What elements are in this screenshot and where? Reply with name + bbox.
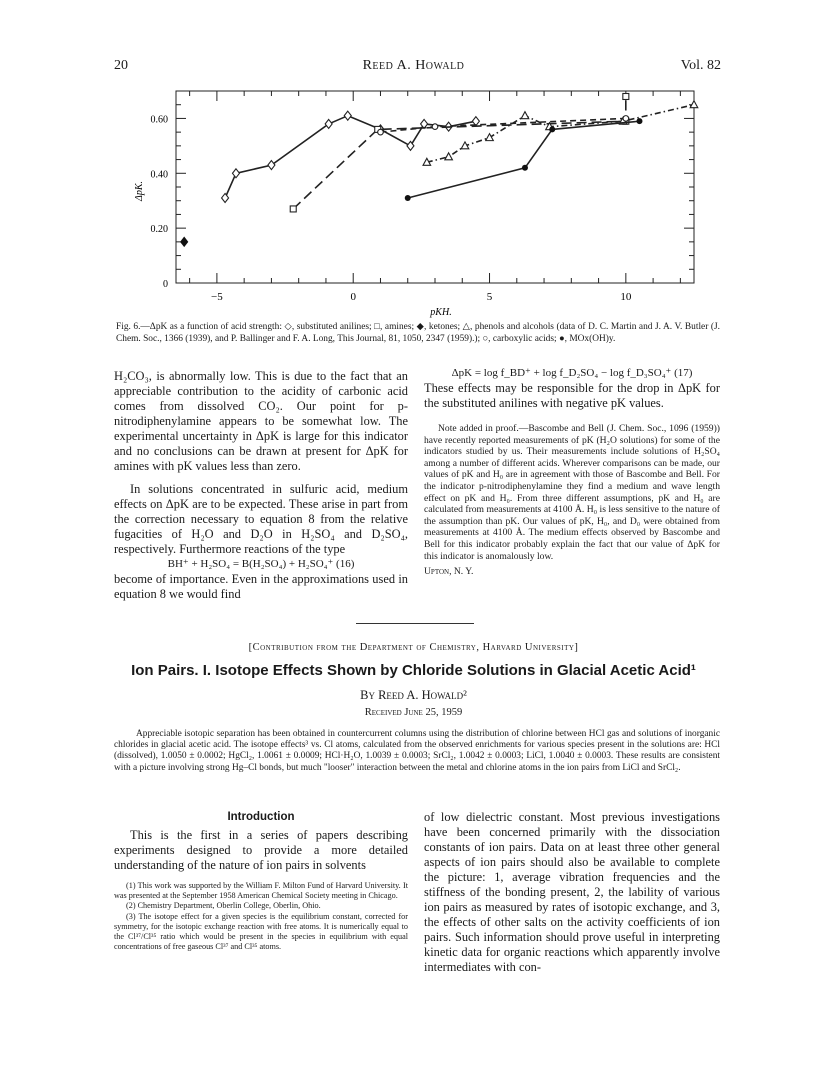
introduction-paragraph-1: This is the first in a series of papers describing experiments designed to provide a more detailed understanding of the nature of ion pairs in solvents	[114, 828, 408, 872]
x-axis-label: pKH.	[430, 307, 452, 318]
equation-16: BH⁺ + H₂SO₄ = B(H₂SO₄) + H₂SO₄⁺ (16)	[167, 558, 355, 570]
received-date: Received June 25, 1959	[364, 707, 463, 718]
mox-oh-y-point	[405, 195, 411, 201]
substituted-anilines-point	[325, 119, 332, 128]
note-added-in-proof: Note added in proof.—Bascombe and Bell (J. Chem. Soc., 1096 (1959)) have recently reported measurements of pK (H₂O solutions) for some of the indicators studied by us. Their measurements include solutions of H₂SO₄ among a number of different acids. Wherever comparisons can be made, our values of pK and H₀ are in agreement with those of Bascombe and Bell. For the indicator p-nitrodiphenylamine they find a medium and wave length effect on pK and H₀. From three different assumptions, pK and H₀ are calculated from measurements at 4100 Å. H₀ is less sensitive to the nature of the assumption than pK. Our values of pK, H₀, and D₀ were obtained from measurements at 4100 Å. The medium effects observed by Bascombe and Bell for this indicator probably explain the fact that our value of ΔpK for this indicator is anomalously low.	[424, 423, 720, 562]
right-paragraph-1: These effects may be responsible for the drop in ΔpK for the substituted anilines with negative pK values.	[424, 381, 720, 410]
y-tick-label: 0.40	[150, 169, 168, 181]
figure-6-chart	[120, 80, 720, 320]
substituted-anilines-point	[268, 161, 275, 170]
section-divider	[356, 623, 474, 624]
substituted-anilines-point	[222, 193, 229, 202]
page-number: 20	[114, 58, 128, 73]
introduction-heading: Introduction	[227, 811, 295, 823]
footnote-3: (3) The isotope effect for a given species is the equilibrium constant, corrected for symmetry, for the isotopic exchange reaction with free atoms. It is numerically equal to the Cl³⁷/Cl³⁵ ratio which would be present in the species in equilibrium with equal concentrations of free gaseous Cl³⁷ and Cl³⁵ atoms.	[114, 911, 408, 952]
substituted-anilines-line	[225, 116, 476, 198]
mox-oh-y-point	[636, 118, 642, 124]
substituted-anilines-point	[232, 169, 239, 178]
left-paragraph-1: H₂CO₃, is abnormally low. This is due to the fact that an appreciable contribution to the acidity of carbonic acid comes from dissolved CO₂. Our point for p-nitrodiphenylamine appears to be somewhat low. The experimental uncertainty in ΔpK is large for this indicator and no conclusions can be drawn at present for ΔpK for amines with pK values less than zero.	[114, 369, 408, 473]
mox-oh-y-point	[522, 165, 528, 171]
mox-oh-y-point	[549, 126, 555, 132]
x-tick-label: 10	[620, 291, 632, 303]
right-column-upper	[424, 366, 720, 578]
x-tick-label: 0	[350, 291, 356, 303]
amines-point	[623, 93, 629, 99]
left-column-lower	[114, 810, 408, 952]
y-tick-label: 0.60	[150, 114, 168, 126]
amines-point	[290, 206, 296, 212]
contribution-line: [Contribution from the Department of Chemistry, Harvard University]	[248, 642, 579, 653]
y-axis-label: ΔpK.	[134, 180, 145, 202]
running-author: Reed A. Howald	[362, 58, 465, 73]
carboxylic-acids-point	[432, 124, 438, 130]
amines-line	[293, 97, 626, 209]
left-column-upper	[114, 369, 408, 602]
abstract: Appreciable isotopic separation has been obtained in countercurrent columns using the distribution of chlorine between HCl gas and solutions of inorganic chlorides in glacial acetic acid. The isotope effects³ vs. Cl atoms, calculated from the observed enrichments for various species present in the solutions are: HCl (dissolved), 1.0050 ± 0.0002; HgCl₂, 1.0061 ± 0.0009; HCl·H₂O, 1.0039 ± 0.0003; SrCl₂, 1.0042 ± 0.0003; LiCl, 1.0040 ± 0.0003. These results are consistent with a picture involving strong Hg–Cl bonds, but much "looser" interaction between the metal and chlorine atoms in the ion pairs from LiCl and SrCl₂.	[114, 729, 720, 773]
footnotes	[114, 881, 408, 952]
place-line: Upton, N. Y.	[424, 566, 474, 578]
ketones-point	[181, 237, 188, 246]
x-tick-label: −5	[211, 291, 223, 303]
y-tick-label: 0.20	[150, 224, 168, 236]
x-tick-label: 5	[486, 291, 493, 303]
introduction-continued: of low dielectric constant. Most previous investigations have been concerned primarily with the dissociation constants of ion pairs. Data on at least three other general aspects of ion pairs should also be available to complete the picture: 1, average vibration frequencies and the stiffness of the bonding present, 2, the lability of various ion pairs as measured by rates of isotopic exchange, and 3, the effects of other salts on the activity coefficients of ion pairs. Such information should prove useful in interpreting kinetic data for organic reactions which apparently involve intermediates with con-	[424, 810, 720, 974]
mox-oh-y-line	[408, 121, 640, 198]
equation-17: ΔpK = log f_BD⁺ + log f_D₂SO₄ − log f_D₃SO₄⁺ (17)	[451, 367, 693, 379]
left-paragraph-2: In solutions concentrated in sulfuric acid, medium effects on ΔpK are to be expected. These arise in part from the correction necessary to equation 8 from the relative fugacities of H₂O and D₂O in H₂SO₄ and D₂SO₄, respectively. Furthermore reactions of the type	[114, 482, 408, 556]
volume-label: Vol. 82	[680, 58, 721, 73]
left-paragraph-3: become of importance. Even in the approximations used in equation 8 we would find	[114, 572, 408, 601]
footnote-1: (1) This work was supported by the William F. Milton Fund of Harvard University. It was presented at the September 1958 American Chemical Society meeting in Chicago.	[114, 881, 408, 901]
article-title: Ion Pairs. I. Isotope Effects Shown by Chloride Solutions in Glacial Acetic Acid¹	[131, 662, 696, 679]
phenols-and-alcohols-point	[521, 112, 529, 119]
byline: By Reed A. Howald²	[360, 688, 467, 702]
y-tick-label: 0	[163, 279, 168, 290]
phenols-and-alcohols-point	[486, 134, 494, 141]
footnote-2: (2) Chemistry Department, Oberlin College, Oberlin, Ohio.	[126, 901, 321, 911]
carboxylic-acids-point	[623, 116, 629, 122]
phenols-and-alcohols-point	[445, 153, 453, 160]
carboxylic-acids-point	[378, 129, 384, 135]
figure-caption: Fig. 6.—ΔpK as a function of acid strength: ◇, substituted anilines; □, amines; ◆, ketones; △, phenols and alcohols (data of D. C. Martin and J. A. V. Butler (J. Chem. Soc., 1366 (1939), and P. Ballinger and F. A. Long, This Journal, 81, 1050, 2347 (1959).); ○, carboxylic acids; ●, MOx(OH)y.	[116, 322, 720, 344]
phenols-and-alcohols-line	[427, 105, 694, 163]
right-column-lower	[424, 810, 720, 975]
substituted-anilines-point	[344, 111, 351, 120]
plot-frame	[176, 91, 694, 283]
